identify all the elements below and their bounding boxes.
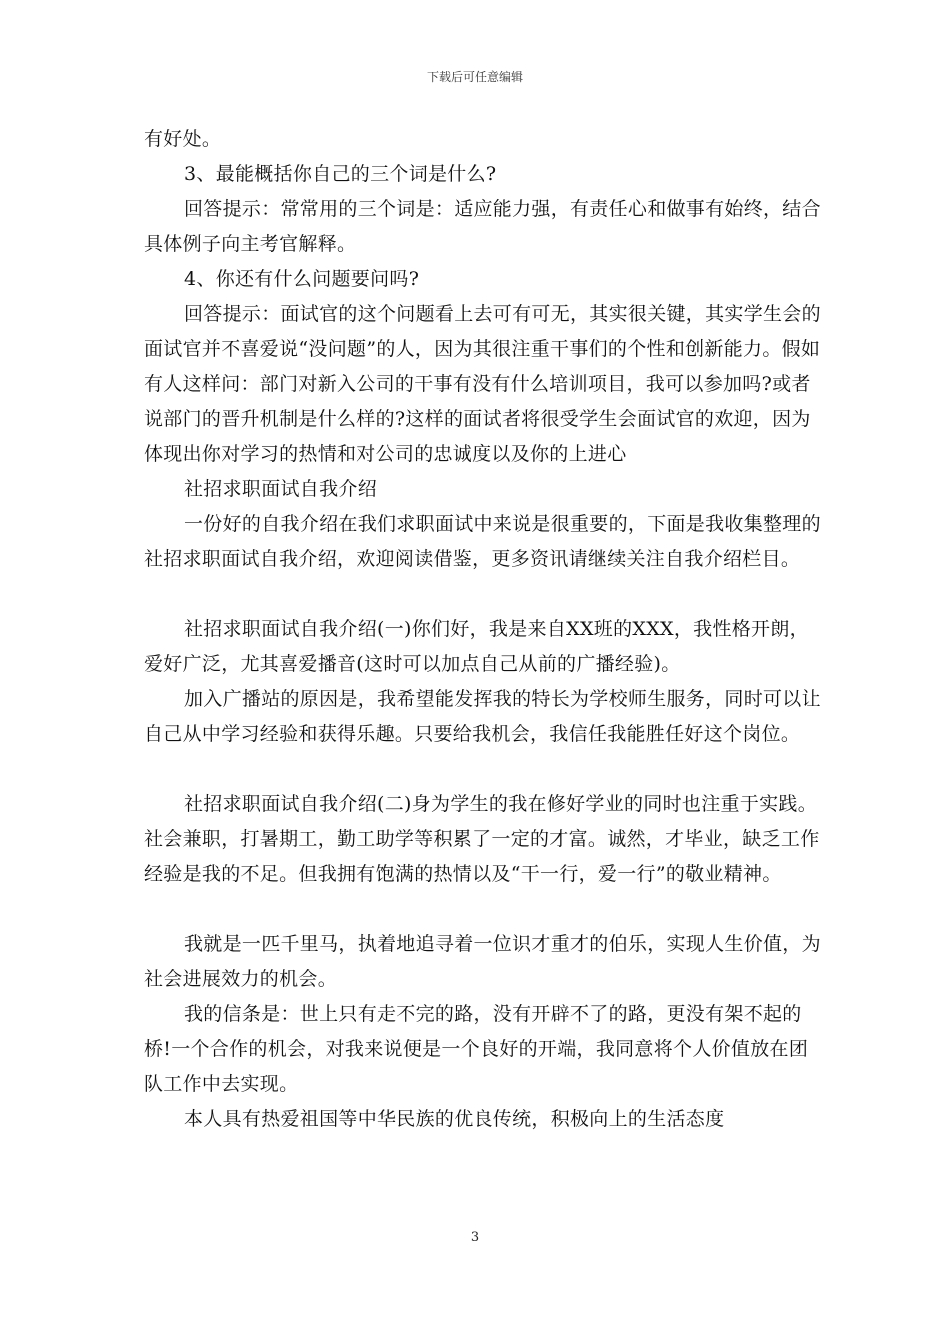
answer-hint-4: 回答提示：面试官的这个问题看上去可有可无，其实很关键，其实学生会的面试官并不喜爱说“没问题”的人，因为其很注重干事们的个性和创新能力。假如有人这样问：部门对新入公司的干事有没有什么培训项目，我可以参加吗?或者说部门的晋升机制是什么样的?这样的面试者将很受学生会面试官的欢迎，因为体现出你对学习的热情和对公司的忠诚度以及你的上进心 — [144, 303, 821, 465]
section-title: 社招求职面试自我介绍 — [184, 478, 378, 500]
paragraph: 本人具有热爱祖国等中华民族的优良传统，积极向上的生活态度 — [184, 1108, 725, 1130]
self-intro-1-cont: 加入广播站的原因是，我希望能发挥我的特长为学校师生服务，同时可以让自己从中学习经验和获得乐趣。只要给我机会，我信任我能胜任好这个岗位。 — [144, 688, 821, 745]
spacer — [144, 892, 824, 927]
spacer — [144, 752, 824, 787]
intro-paragraph: 一份好的自我介绍在我们求职面试中来说是很重要的，下面是我收集整理的社招求职面试自我介绍，欢迎阅读借鉴，更多资讯请继续关注自我介绍栏目。 — [144, 513, 821, 570]
self-intro-1: 社招求职面试自我介绍(一)你们好，我是来自XX班的XXX，我性格开朗，爱好广泛，尤其喜爱播音(这时可以加点自己从前的广播经验)。 — [144, 618, 809, 675]
question-3: 3、最能概括你自己的三个词是什么? — [184, 163, 497, 185]
answer-hint-3: 回答提示：常常用的三个词是：适应能力强，有责任心和做事有始终，结合具体例子向主考官解释。 — [144, 198, 821, 255]
spacer — [144, 577, 824, 612]
paragraph: 我的信条是：世上只有走不完的路，没有开辟不了的路，更没有架不起的桥!一个合作的机会，对我来说便是一个良好的开端，我同意将个人价值放在团队工作中去实现。 — [144, 1003, 809, 1095]
page-number: 3 — [470, 1230, 480, 1245]
document-body — [144, 122, 824, 1137]
self-intro-2: 社招求职面试自我介绍(二)身为学生的我在修好学业的同时也注重于实践。社会兼职，打暑期工，勤工助学等积累了一定的才富。诚然，才毕业，缺乏工作经验是我的不足。但我拥有饱满的热情以及“干一行，爱一行”的敬业精神。 — [144, 793, 820, 885]
paragraph: 有好处。 — [144, 128, 222, 150]
question-4: 4、你还有什么问题要问吗? — [184, 268, 420, 290]
page-header: 下载后可任意编辑 — [426, 70, 523, 84]
paragraph: 我就是一匹千里马，执着地追寻着一位识才重才的伯乐，实现人生价值，为社会进展效力的机会。 — [144, 933, 821, 990]
